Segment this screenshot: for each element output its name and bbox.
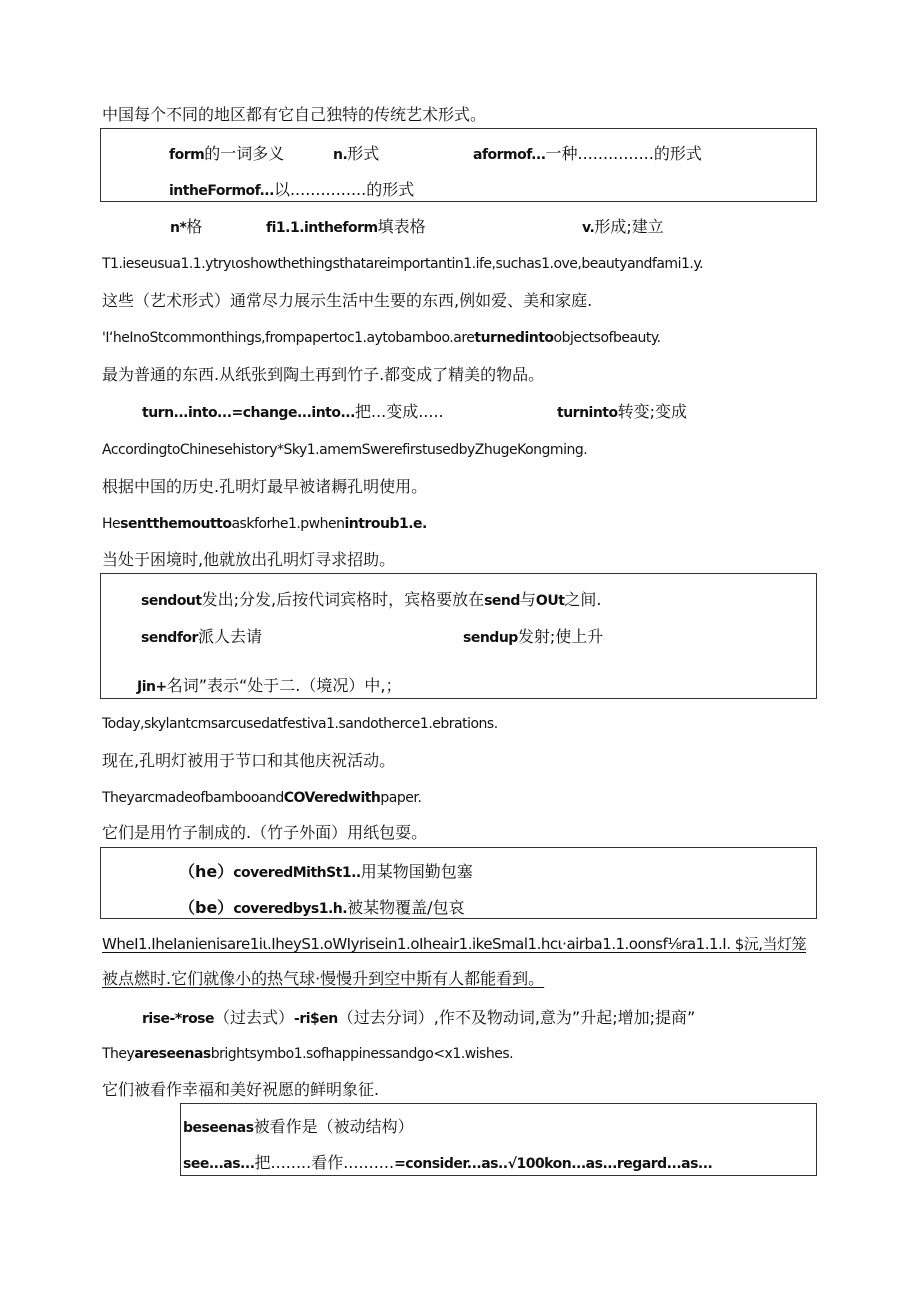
gloss-be-seen-as: 被看作是（被动结构） [253, 1117, 414, 1136]
term-form: form [169, 147, 205, 163]
send-up-note [463, 627, 603, 648]
l8-in-trouble: introub1.e. [344, 516, 427, 532]
line-17-english [102, 1044, 513, 1064]
term-out: OUt [535, 593, 565, 609]
term-fill-in-the-form: fi1.1.intheform [266, 220, 378, 236]
term-covered-with: coveredMithSt1.. [233, 865, 361, 881]
line-9-chinese: 当处于困境时,他就放出孔明灯寻求招助。 [102, 550, 396, 569]
term-turn-into-change: turn...into...=change...into... [142, 405, 355, 421]
l8-ask-for-help-when: askforhe1.pwhen [231, 516, 345, 532]
term-turn-into: turninto [557, 405, 618, 421]
gloss-covered-by: 被某物覆盖/包哀 [347, 898, 465, 917]
vocab-box-form [100, 128, 817, 202]
term-be-seen-as: beseenas [183, 1120, 254, 1136]
term-in-noun: Jin+ [137, 679, 167, 695]
gloss-table: 格 [186, 217, 203, 236]
gloss-past-participle: （过去分词）,作不及物动词,意为”升起;增加;提商” [337, 1008, 696, 1027]
gloss-send-for: 派人去请 [197, 627, 262, 646]
vocab-box-cover [100, 847, 817, 919]
term-in-the-form-of: intheFormof... [169, 183, 274, 199]
gloss-polysemy: 的一词多义 [204, 144, 285, 163]
line-14-mixed: WheI1.IheIanienisare1iι.IheyS1.oWIyrisein1.oIheair1.ikeSmal1.hcι·airba1.1.oonsf⅛ra1.1.I. $沅,当灯笼 [102, 935, 807, 953]
in-noun-note [137, 676, 401, 697]
line-1: 中国每个不同的地区都有它自己独特的传统艺术形式。 [102, 105, 487, 124]
gloss-turn-into-change: 把...变成..... [354, 402, 444, 421]
phrase-a-form-of [473, 144, 702, 165]
pos-noun-2: n* [170, 220, 187, 236]
form-sense-noun-form [170, 217, 202, 238]
pos-verb: v. [582, 220, 595, 236]
form-sense-verb [582, 217, 664, 238]
gloss-send-out: 发出;分发,后按代词宾格时，宾格要放在 [201, 590, 485, 609]
form-noun-sense [333, 144, 379, 165]
line-2-english: T1.ieseusua1.1.ytryιoshowthethingsthatareimportantin1.ife,suchas1.ove,beautyandfami1.y. [102, 256, 704, 272]
l12-part-a: Theyarcmadeofbambooand [102, 790, 284, 806]
covered-with-note [179, 862, 473, 883]
gloss-send-up: 发射;使上升 [517, 627, 604, 646]
vocab-box-send [100, 573, 817, 699]
send-for-note [141, 627, 262, 648]
subject-he: （he） [179, 862, 234, 881]
line-10-english: Today,skylantcmsarcusedatfestiva1.sandotherce1.ebrations. [102, 716, 498, 732]
term-covered-by: coveredbys1.h. [233, 901, 348, 917]
gloss-see-as: 把........看作.......... [254, 1153, 395, 1172]
l4-turned-into: turnedinto [474, 330, 554, 346]
gloss-covered-with: 用某物国勤包塞 [360, 862, 473, 881]
subject-be: （be） [179, 898, 234, 917]
line-7-chinese: 根据中国的历史.孔明灯最早被诸耨孔明使用。 [102, 477, 428, 496]
l12-paper: paper. [380, 790, 422, 806]
synonyms-see-as: =consider...as..√100kon...as...regard...as... [394, 1156, 713, 1172]
gloss-turn-into: 转变;变成 [617, 402, 688, 421]
line-6-english: AccordingtoChinesehistory*Sky1.amemSwerefirstusedbyZhugeKongming. [102, 442, 588, 458]
l17-rest: brightsymbo1.sofhappinessandgo<x1.wishes. [210, 1046, 514, 1062]
gloss-form: 形式 [347, 144, 380, 163]
l17-are-seen-as: areseenas [134, 1046, 211, 1062]
line-15-chinese: 被点燃时.它们就像小的热气球·慢慢升到空中斯有人都能看到。 [102, 969, 545, 988]
term-rise-rose: rise-*rose [142, 1011, 215, 1027]
l8-he: He [102, 516, 121, 532]
l4-part-a: 'I‘heInoStcommonthings,frompapertoc1.aytobamboo.are [102, 330, 475, 346]
l17-they: They [102, 1046, 135, 1062]
line-11-chinese: 现在,孔明灯被用于节口和其他庆祝活动。 [102, 751, 396, 770]
line-18-chinese: 它们被看作幸福和美好祝愿的鲜明象征. [102, 1080, 380, 1099]
line-4-english [102, 328, 661, 348]
line-8-english [102, 514, 427, 534]
be-seen-as-note [183, 1117, 414, 1138]
gloss-in-the-form-of: 以...............的形式 [273, 180, 415, 199]
line-13-chinese: 它们是用竹子制成的.（竹子外面）用纸包耍。 [102, 823, 428, 842]
turn-into-change-note [142, 402, 444, 423]
gloss-form-verb: 形成;建立 [594, 217, 664, 236]
gloss-and: 与 [519, 590, 536, 609]
term-a-form-of: aformof... [473, 147, 546, 163]
l8-sent-them-out-to: sentthemoutto [120, 516, 232, 532]
gloss-between: 之间. [564, 590, 602, 609]
l4-part-c: objectsofbeauty. [553, 330, 661, 346]
line-5-chinese: 最为普通的东西.从纸张到陶土再到竹子.都变成了精美的物品。 [102, 365, 545, 384]
form-polysemy-note [169, 144, 284, 165]
see-as-note [183, 1153, 712, 1174]
term-send-for: sendfor [141, 630, 198, 646]
line-3-chinese: 这些（艺术形式）通常尽力展示生活中生要的东西,例如爱、美和家庭. [102, 291, 593, 310]
gloss-a-form-of: 一种...............的形式 [545, 144, 702, 163]
phrase-fill-in-the-form [266, 217, 426, 238]
term-send-out: sendout [141, 593, 202, 609]
gloss-fill-form: 填表格 [377, 217, 426, 236]
term-send: send [484, 593, 520, 609]
gloss-past-tense: （过去式） [214, 1008, 295, 1027]
rise-forms-note [142, 1008, 695, 1029]
line-12-english [102, 788, 421, 808]
send-out-note [141, 590, 601, 611]
term-risen: -ri$en [294, 1011, 338, 1027]
phrase-in-the-form-of [169, 180, 414, 201]
turn-into-note [557, 402, 687, 423]
vocab-box-seen-as [180, 1103, 817, 1176]
pos-noun: n. [333, 147, 348, 163]
gloss-in-noun: 名词”表示“处于二.（境况）中,； [166, 676, 402, 695]
term-send-up: sendup [463, 630, 518, 646]
covered-by-note [179, 898, 465, 919]
term-see-as: see...as... [183, 1156, 255, 1172]
l12-covered-with: COVeredwith [283, 790, 381, 806]
